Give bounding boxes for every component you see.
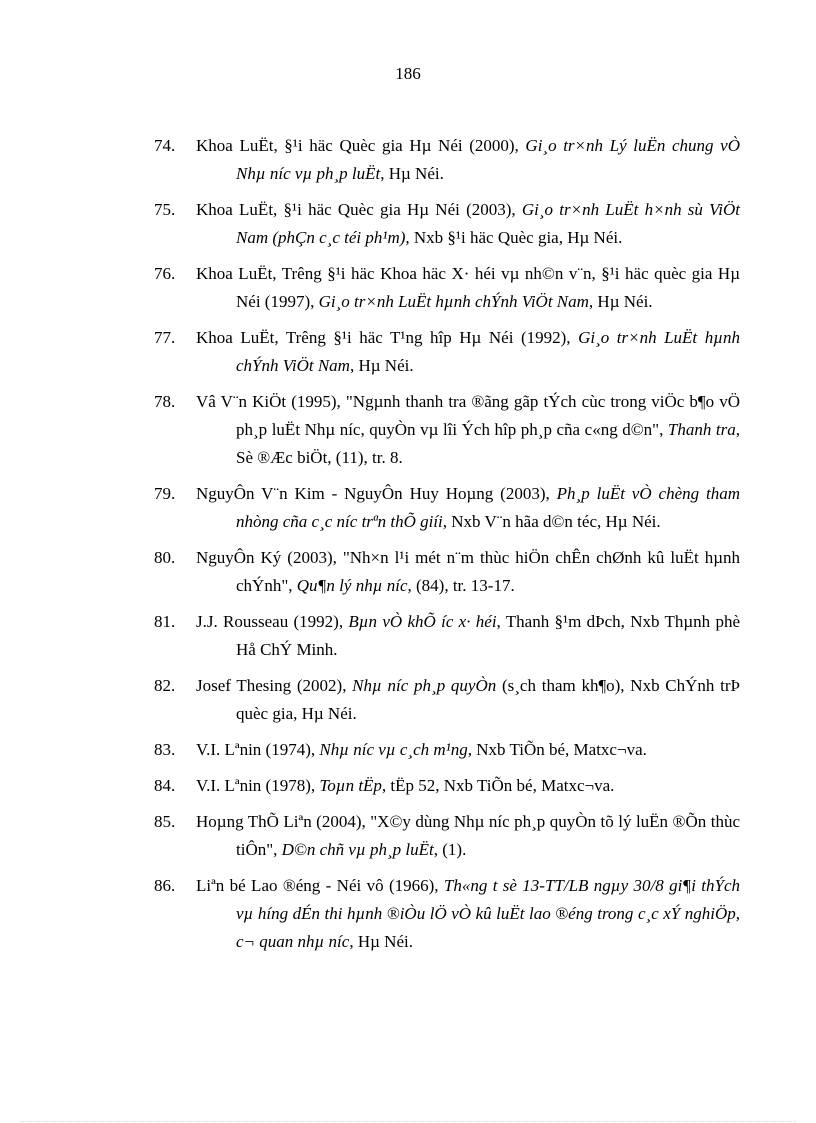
reference-title: D©n chñ vµ ph¸p luËt [281,840,434,859]
reference-item [154,736,740,764]
reference-text [196,388,740,472]
page-number: 186 [395,64,421,83]
reference-segment: , Hµ Néi. [349,356,414,375]
reference-number: 84. [154,776,176,795]
reference-title: Toµn tËp [319,776,382,795]
reference-text [196,324,740,380]
reference-segment: Khoa LuËt, §¹i häc Quèc gia Hµ Néi (2003), [196,200,522,219]
reference-title: Ph¸p luËt vÒ chèng tham nhòng cña c¸c níc trªn thÕ giíi [236,484,740,531]
reference-number: 83. [154,740,176,759]
reference-text [196,608,740,664]
reference-item [154,324,740,380]
reference-segment: , Sè ®Æc biÖt, (11), tr. 8. [236,420,740,467]
reference-title: Qu¶n lý nhµ níc [296,576,408,595]
reference-segment: J.J. Rousseau (1992), [196,612,349,631]
reference-title: Bµn vÒ khÕ íc x· héi [348,612,497,631]
reference-text [196,260,740,316]
reference-item [154,388,740,472]
reference-segment: V.I. Lªnin (1978), [196,776,320,795]
reference-text [196,480,740,536]
reference-segment: Vâ V¨n KiÖt (1995), "Ngµnh thanh tra ®ãng gãp tÝch cùc trong viÖc b¶o vÖ ph¸p luËt Nhµ níc, quyÒn vµ lîi Ých hîp ph¸p cña c«ng d©n", [196,392,740,439]
reference-item [154,544,740,600]
reference-title: Gi¸o tr×nh LuËt hµnh chÝnh ViÖt Nam [318,292,589,311]
reference-number: 86. [154,876,176,895]
reference-item [154,672,740,728]
reference-segment: , Hµ Néi. [588,292,653,311]
reference-text [196,196,740,252]
reference-segment: Liªn bé Lao ®éng - Néi vô (1966), [196,876,444,895]
reference-text [196,132,740,188]
reference-item [154,196,740,252]
reference-segment: , tËp 52, Nxb TiÕn bé, Matxc¬va. [381,776,615,795]
reference-number: 78. [154,392,176,411]
reference-text [196,672,740,728]
reference-segment: Khoa LuËt, Trêng §¹i häc T¹ng hîp Hµ Néi (1992), [196,328,579,347]
reference-number: 75. [154,200,176,219]
reference-segment: NguyÔn V¨n Kim - NguyÔn Huy Hoµng (2003), [196,484,557,503]
reference-segment: V.I. Lªnin (1974), [196,740,320,759]
reference-text [196,872,740,956]
reference-segment: , Thanh §¹m dÞch, Nxb Thµnh phè Hå ChÝ Minh. [236,612,740,659]
reference-item [154,132,740,188]
reference-title: Thanh tra [667,420,736,439]
reference-number: 82. [154,676,176,695]
reference-item [154,608,740,664]
reference-item [154,772,740,800]
reference-segment: Khoa LuËt, §¹i häc Quèc gia Hµ Néi (2000), [196,136,526,155]
reference-segment: , (1). [433,840,467,859]
reference-number: 74. [154,136,176,155]
reference-text [196,736,740,764]
reference-text [196,544,740,600]
reference-title: Gi¸o tr×nh LuËt h×nh sù ViÖt Nam (phÇn c¸c téi ph¹m) [236,200,740,247]
reference-number: 79. [154,484,176,503]
reference-segment: (s¸ch tham kh¶o), Nxb ChÝnh trÞ quèc gia, Hµ Néi. [236,676,740,723]
reference-segment: , Hµ Néi. [349,932,413,951]
reference-title: Gi¸o tr×nh Lý luËn chung vÒ Nhµ níc vµ ph¸p luËt [236,136,740,183]
page-edge-divider [20,1121,796,1122]
reference-text [196,808,740,864]
reference-segment: Josef Thesing (2002), [196,676,353,695]
reference-title: Th«ng t sè 13-TT/LB ngµy 30/8 gi¶i thÝch vµ híng dÉn thi hµnh ®iÒu lÖ vÒ kû luËt lao ®éng trong c¸c xÝ nghiÖp, c¬ quan nhµ níc [236,876,740,951]
reference-segment: , Hµ Néi. [380,164,444,183]
reference-number: 81. [154,612,176,631]
reference-segment: , (84), tr. 13-17. [407,576,515,595]
reference-title: Nhµ níc vµ c¸ch m¹ng [319,740,468,759]
reference-text [196,772,740,800]
reference-segment: Khoa LuËt, Trêng §¹i häc Khoa häc X· héi vµ nh©n v¨n, §¹i häc quèc gia Hµ Néi (1997), [196,264,740,311]
reference-title: Nhµ níc ph¸p quyÒn [352,676,497,695]
reference-segment: NguyÔn Ký (2003), "Nh×n l¹i mét n¨m thùc hiÖn chÊn chØnh kû luËt hµnh chÝnh", [196,548,740,595]
reference-title: Gi¸o tr×nh LuËt hµnh chÝnh ViÖt Nam [236,328,740,375]
reference-item [154,808,740,864]
reference-number: 77. [154,328,176,347]
reference-number: 85. [154,812,176,831]
reference-list [154,132,740,964]
reference-number: 76. [154,264,176,283]
reference-item [154,872,740,956]
reference-item [154,480,740,536]
reference-segment: Hoµng ThÕ Liªn (2004), "X©y dùng Nhµ níc ph¸p quyÒn tõ lý luËn ®Õn thùc tiÔn", [196,812,740,859]
reference-item [154,260,740,316]
reference-segment: , Nxb TiÕn bé, Matxc¬va. [467,740,647,759]
reference-segment: , Nxb §¹i häc Quèc gia, Hµ Néi. [405,228,623,247]
reference-number: 80. [154,548,176,567]
reference-segment: , Nxb V¨n hãa d©n téc, Hµ Néi. [442,512,661,531]
